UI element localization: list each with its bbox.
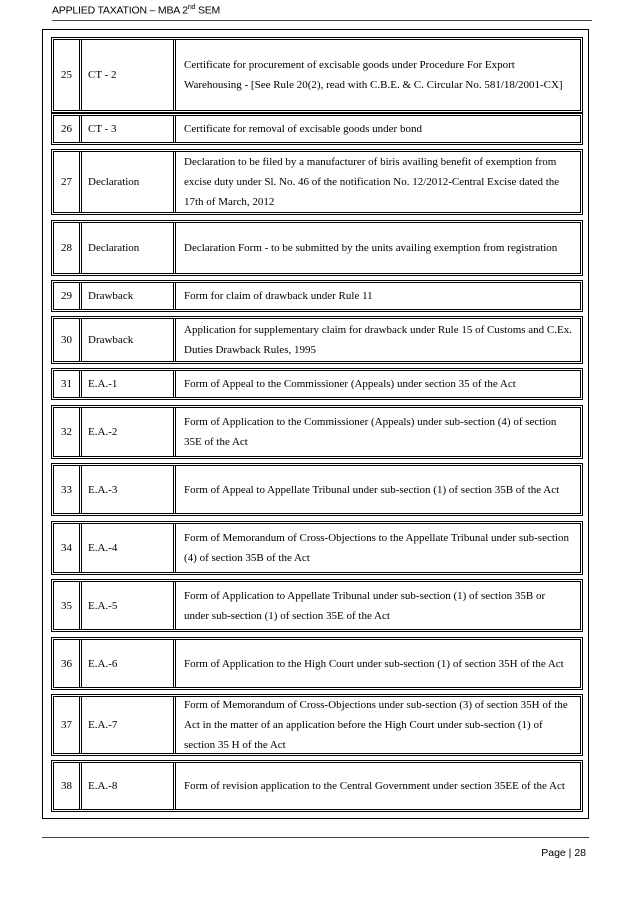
row-number: 31 <box>54 371 82 397</box>
row-description: Form of Memorandum of Cross-Objections under sub-section (3) of section 35H of the Act in the matter of an application before the High Court under sub-section (1) of section 35 H of the Act <box>184 699 568 751</box>
table-row <box>51 521 583 575</box>
table-row <box>51 37 583 113</box>
row-form: E.A.-3 <box>82 466 176 513</box>
row-number: 28 <box>54 223 82 273</box>
row-form: CT - 2 <box>82 40 176 110</box>
row-description: Form of Appeal to Appellate Tribunal under sub-section (1) of section 35B of the Act <box>184 483 560 496</box>
table-row <box>51 149 583 215</box>
row-description: Form of Application to the High Court under sub-section (1) of section 35H of the Act <box>184 657 564 670</box>
row-form: Declaration <box>82 223 176 273</box>
row-form: E.A.-2 <box>82 408 176 456</box>
row-number: 29 <box>54 283 82 309</box>
table-row <box>51 463 583 516</box>
row-number: 38 <box>54 763 82 809</box>
row-form: E.A.-4 <box>82 524 176 572</box>
table-row <box>51 316 583 364</box>
header-title: APPLIED TAXATION – MBA 2 <box>52 4 188 17</box>
row-description: Certificate for removal of excisable goods under bond <box>184 123 422 135</box>
header-superscript: nd <box>187 4 196 11</box>
row-number: 36 <box>54 640 82 687</box>
row-number: 32 <box>54 408 82 456</box>
row-form: Drawback <box>82 283 176 309</box>
row-number: 35 <box>54 582 82 629</box>
row-description: Form of Appeal to the Commissioner (Appeals) under section 35 of the Act <box>184 378 516 390</box>
row-description: Form of revision application to the Central Government under section 35EE of the Act <box>184 780 565 792</box>
table-row <box>51 405 583 459</box>
row-form: E.A.-7 <box>82 697 176 753</box>
row-form: CT - 3 <box>82 116 176 142</box>
table-row <box>51 760 583 812</box>
row-form: E.A.-5 <box>82 582 176 629</box>
table-row <box>51 579 583 632</box>
table-row <box>51 113 583 145</box>
row-form: E.A.-6 <box>82 640 176 687</box>
row-description: Form of Application to Appellate Tribunal under sub-section (1) of section 35B or under sub-section (1) of section 35E of the Act <box>184 589 546 622</box>
table-row <box>51 220 583 276</box>
header-suffix: SEM <box>195 4 221 17</box>
row-number: 26 <box>54 116 82 142</box>
row-form: E.A.-8 <box>82 763 176 809</box>
row-description: Declaration Form - to be submitted by the units availing exemption from registration <box>184 242 558 254</box>
table-row <box>51 280 583 312</box>
row-description: Application for supplementary claim for drawback under Rule 15 of Customs and C.Ex. Duties Drawback Rules, 1995 <box>184 324 572 356</box>
table-row <box>51 368 583 400</box>
row-number: 37 <box>54 697 82 753</box>
row-number: 30 <box>54 319 82 361</box>
row-form: E.A.-1 <box>82 371 176 397</box>
row-number: 33 <box>54 466 82 513</box>
header-rule <box>52 20 592 21</box>
row-description: Certificate for procurement of excisable goods under Procedure For Export Warehousing - [See Rule 20(2), read with C.B.E. & C. Circular No. 581/18/2001-CX] <box>184 59 563 91</box>
row-description: Form for claim of drawback under Rule 11 <box>184 290 373 302</box>
row-number: 34 <box>54 524 82 572</box>
row-description: Form of Application to the Commissioner (Appeals) under sub-section (4) of section 35E of the Act <box>184 416 557 448</box>
table-row <box>51 694 583 756</box>
row-number: 25 <box>54 40 82 110</box>
row-form: Declaration <box>82 152 176 212</box>
row-form: Drawback <box>82 319 176 361</box>
page-header <box>52 4 220 17</box>
footer-rule <box>42 837 589 838</box>
page-number: Page | 28 <box>541 847 586 859</box>
row-description: Declaration to be filed by a manufacturer of biris availing benefit of exemption from excise duty under Sl. No. 46 of the notification No. 12/2012-Central Excise dated the 17th of March, 2012 <box>184 156 560 208</box>
row-description: Form of Memorandum of Cross-Objections to the Appellate Tribunal under sub-section (4) of section 35B of the Act <box>184 532 569 564</box>
row-number: 27 <box>54 152 82 212</box>
table-row <box>51 637 583 690</box>
